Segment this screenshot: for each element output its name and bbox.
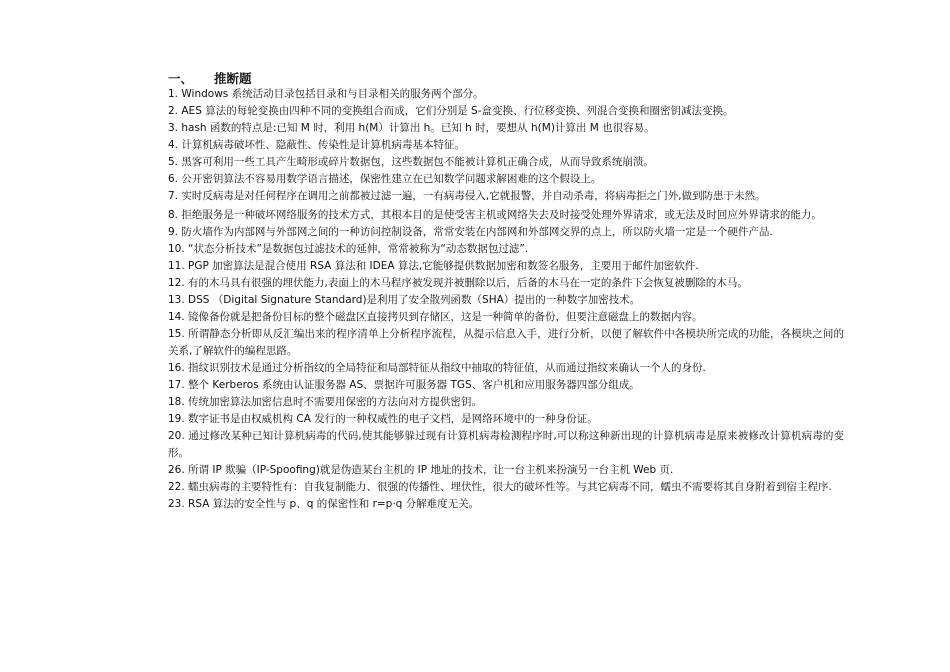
list-item <box>168 309 844 326</box>
item-text: 计算机病毒破坏性、隐蔽性、传染性是计算机病毒基本特征。 <box>181 139 465 151</box>
item-text: 所谓静态分析即从反汇编出来的程序清单上分析程序流程，从提示信息入手，进行分析，以便了解软件中各模块所完成的功能，各模块之间的关系,了解软件的编程思路。 <box>168 328 844 357</box>
list-item <box>168 154 844 171</box>
item-number: 3. <box>168 122 179 134</box>
item-number: 1. <box>168 88 179 100</box>
item-number: 23. <box>168 498 185 510</box>
item-text: 传统加密算法加密信息时不需要用保密的方法向对方提供密钥。 <box>188 396 483 408</box>
item-number: 16. <box>168 362 185 374</box>
list-item <box>168 86 844 103</box>
item-text: 有的木马具有很强的埋伏能力,表面上的木马程序被发现并被删除以后，后备的木马在一定的条件下会恢复被删除的木马。 <box>188 277 748 289</box>
item-number: 6. <box>168 173 179 185</box>
list-item <box>168 137 844 154</box>
list-item <box>168 224 844 241</box>
item-number: 14. <box>168 311 185 323</box>
list-item <box>168 292 844 309</box>
item-number: 19. <box>168 413 185 425</box>
item-number: 10. <box>168 243 185 255</box>
item-text: Windows 系统活动目录包括目录和与目录相关的服务两个部分。 <box>181 88 484 100</box>
item-number: 4. <box>168 139 179 151</box>
item-number: 11. <box>168 260 185 272</box>
item-number: 26. <box>168 464 185 476</box>
list-item <box>168 462 844 479</box>
list-item <box>168 103 844 120</box>
item-text: 所谓 IP 欺骗（IP-Spoofing)就是伪造某台主机的 IP 地址的技术，让一台主机来扮演另一台主机 Web 页. <box>188 464 674 476</box>
item-text: “状态分析技术”是数据包过滤技术的延伸，常常被称为“动态数据包过滤”. <box>188 243 529 255</box>
section-title: 推断题 <box>214 71 252 86</box>
list-item <box>168 360 844 377</box>
statement-list <box>168 86 844 513</box>
item-number: 15. <box>168 328 185 340</box>
item-text: 整个 Kerberos 系统由认证服务器 AS、票据许可服务器 TGS、客户机和应用服务器四部分组成。 <box>188 379 640 391</box>
item-text: 指纹识别技术是通过分析指纹的全局特征和局部特征从指纹中抽取的特征值，从而通过指纹来确认一个人的身份. <box>188 362 706 374</box>
item-text: DSS （Digital Signature Standard)是利用了安全散列函数（SHA）提出的一种数字加密技术。 <box>188 294 641 306</box>
list-item <box>168 326 844 360</box>
list-item <box>168 258 844 275</box>
item-number: 17. <box>168 379 185 391</box>
list-item <box>168 275 844 292</box>
item-text: hash 函数的特点是:已知 M 时，利用 h(M）计算出 h。已知 h 时，要想从 h(M)计算出 M 也很容易。 <box>181 122 655 134</box>
item-number: 2. <box>168 105 179 117</box>
list-item <box>168 207 844 224</box>
item-text: 黑客可利用一些工具产生畸形或碎片数据包，这些数据包不能被计算机正确合成，从而导致系统崩溃。 <box>181 156 654 168</box>
item-text: 拒绝服务是一种破坏网络服务的技术方式，其根本目的是使受害主机或网络失去及时接受处理外界请求，或无法及时回应外界请求的能力。 <box>181 209 822 221</box>
list-item <box>168 411 844 428</box>
item-text: RSA 算法的安全性与 p、q 的保密性和 r=p·q 分解难度无关。 <box>188 498 480 510</box>
list-item <box>168 171 844 188</box>
section-number: 一、 <box>168 71 194 86</box>
list-item <box>168 188 844 205</box>
item-number: 20. <box>168 430 185 442</box>
item-number: 18. <box>168 396 185 408</box>
item-text: 防火墙作为内部网与外部网之间的一种访问控制设备，常常安装在内部网和外部网交界的点上，所以防火墙一定是一个硬件产品. <box>181 226 773 238</box>
list-item <box>168 479 844 496</box>
item-number: 12. <box>168 277 185 289</box>
section-heading <box>168 69 252 87</box>
item-number: 8. <box>168 209 179 221</box>
item-number: 9. <box>168 226 179 238</box>
list-item <box>168 120 844 137</box>
item-text: 镜像备份就是把备份目标的整个磁盘区直接拷贝到存储区，这是一种简单的备份，但要注意磁盘上的数据内容。 <box>188 311 703 323</box>
list-item <box>168 496 844 513</box>
list-item <box>168 241 844 258</box>
item-number: 7. <box>168 190 179 202</box>
list-item <box>168 394 844 411</box>
item-number: 13. <box>168 294 185 306</box>
item-text: 公开密钥算法不容易用数学语言描述，保密性建立在已知数学问题求解困难的这个假设上。 <box>181 173 602 185</box>
item-text: 蠕虫病毒的主要特性有：自我复制能力、很强的传播性、埋伏性，很大的破坏性等。与其它病毒不同，蠕虫不需要将其自身附着到宿主程序. <box>188 481 832 493</box>
item-text: AES 算法的每轮变换由四种不同的变换组合而成，它们分别是 S-盒变换、行位移变换、列混合变换和圈密钥减法变换。 <box>181 105 734 117</box>
list-item <box>168 377 844 394</box>
item-text: 通过修改某种已知计算机病毒的代码,使其能够躲过现有计算机病毒检测程序时,可以称这种新出现的计算机病毒是原来被修改计算机病毒的变形。 <box>168 430 844 459</box>
item-text: PGP 加密算法是混合使用 RSA 算法和 IDEA 算法,它能够提供数据加密和数签名服务，主要用于邮件加密软件. <box>188 260 699 272</box>
item-text: 实时反病毒是对任何程序在调用之前都被过滤一遍，一有病毒侵入,它就报警，并自动杀毒，将病毒拒之门外,做到防患于未然。 <box>181 190 766 202</box>
item-number: 5. <box>168 156 179 168</box>
item-text: 数字证书是由权威机构 CA 发行的一种权威性的电子文档，是网络环境中的一种身份证。 <box>188 413 598 425</box>
item-number: 22. <box>168 481 185 493</box>
list-item <box>168 428 844 462</box>
